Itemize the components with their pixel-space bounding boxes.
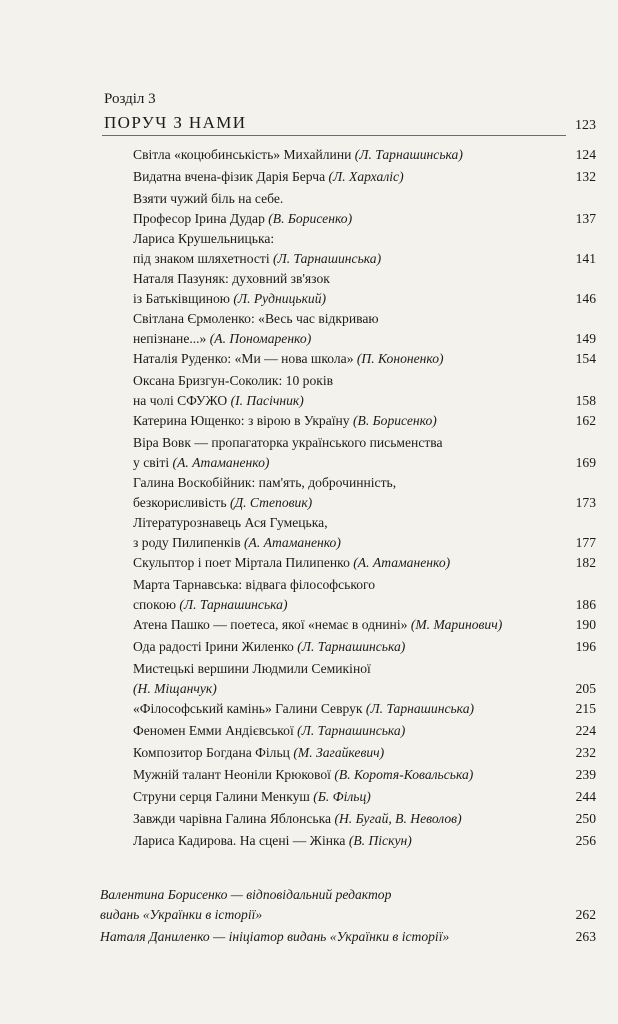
- toc-footer-title: [100, 927, 540, 947]
- toc-entry-line: [133, 229, 553, 249]
- toc-page-number: 173: [575, 494, 596, 510]
- toc-entry-title: [133, 575, 553, 614]
- entry-title-text: з роду Пилипенків: [133, 534, 245, 550]
- entry-title-text: Наталія Руденко: «Ми — нова школа»: [133, 351, 357, 366]
- entry-title-text: у світі: [133, 454, 173, 470]
- toc-entry-title: [133, 371, 553, 410]
- toc-entry-line: [133, 433, 553, 453]
- toc-entry-line: [133, 391, 553, 411]
- toc-entry-title: [133, 145, 553, 165]
- toc-entry-line: [133, 329, 553, 349]
- entry-author: (Л. Хархаліс): [328, 169, 404, 184]
- entry-title-text: із Батьківщиною: [133, 290, 234, 306]
- toc-entry-line: [133, 575, 553, 595]
- toc-entry-line: [133, 289, 553, 309]
- toc-page-number: 190: [575, 617, 596, 632]
- toc-entry-line: [133, 371, 553, 391]
- toc-page-number: 146: [575, 290, 596, 306]
- entry-title-text: Взяти чужий біль на себе.: [133, 191, 284, 206]
- toc-page-number: 244: [575, 789, 596, 804]
- toc-entry-title: [133, 721, 553, 741]
- entry-author: (Л. Рудницький): [233, 290, 327, 306]
- toc-entry-line: [133, 595, 553, 615]
- toc-entry-line: [133, 473, 553, 493]
- entry-author: (В. Борисенко): [268, 210, 353, 226]
- toc-page-number: 262: [575, 906, 596, 922]
- entry-author: (М. Загайкевич): [293, 745, 385, 760]
- toc-page-number: 196: [575, 639, 596, 654]
- entry-title-text: Композитор Богдана Фільц: [133, 745, 294, 760]
- entry-title-text: Оксана Бризгун-Соколик: 10 років: [133, 373, 334, 388]
- toc-entry-title: [133, 553, 553, 573]
- toc-entry-line: [133, 787, 553, 807]
- entry-author: (Л. Тарнашинська): [297, 723, 406, 738]
- entry-title-text: Ода радості Ірини Жиленко: [133, 639, 298, 654]
- toc-page-number: 263: [575, 929, 596, 944]
- toc-entry-line: [133, 513, 553, 533]
- toc-entry-line: [133, 679, 553, 699]
- toc-entry-title: [133, 513, 553, 552]
- toc-entry-title: [133, 659, 553, 698]
- toc-entry-title: [133, 765, 553, 785]
- entry-author: (І. Пасічник): [230, 392, 304, 408]
- entry-title-text: Марта Тарнавська: відвага філософського: [133, 577, 376, 592]
- toc-entry-line: [133, 553, 553, 573]
- entry-title-text: Мистецькі вершини Людмили Семикіної: [133, 661, 371, 676]
- toc-page-number: 186: [575, 596, 596, 612]
- entry-title-text: Атена Пашко — поетеса, якої «немає в однині»: [133, 617, 411, 632]
- toc-entry-line: [133, 615, 553, 635]
- entry-title-text: безкорисливість: [133, 494, 230, 510]
- toc-entry-line: [133, 145, 553, 165]
- entry-title-text: Скульптор і поет Міртала Пилипенко: [133, 555, 354, 570]
- toc-entry-line: [133, 493, 553, 513]
- section-page-number: 123: [575, 118, 596, 133]
- entry-author: (П. Кононенко): [356, 351, 444, 366]
- toc-entry-line: [133, 809, 553, 829]
- toc-page-number: 239: [575, 767, 596, 782]
- entry-title-text: Літературознавець Ася Гумецька,: [133, 515, 328, 530]
- entry-author: (Л. Тарнашинська): [273, 250, 382, 266]
- entry-title-text: Мужній талант Неоніли Крюкової: [133, 767, 335, 782]
- toc-entry-title: [133, 229, 553, 268]
- toc-entry-title: [133, 309, 553, 348]
- toc-page-number: 154: [575, 351, 596, 366]
- entry-title-text: «Філософський камінь» Галини Севрук: [133, 701, 366, 716]
- entry-author: (М. Маринович): [410, 617, 503, 632]
- toc-entry-title: [133, 831, 553, 851]
- toc-entry-title: [133, 411, 553, 431]
- entry-title-text: під знаком шляхетності: [133, 250, 273, 266]
- entry-title-text: Завжди чарівна Галина Яблонська: [133, 811, 335, 826]
- entry-author: (В. Борисенко): [353, 413, 437, 428]
- toc-entry-line: [133, 249, 553, 269]
- toc-entry-title: [133, 787, 553, 807]
- entry-author: (А. Атаманенко): [353, 555, 451, 570]
- entry-title-text: на чолі СФУЖО: [133, 392, 231, 408]
- entry-title-text: Лариса Крушельницька:: [133, 231, 275, 246]
- entry-title-text: Віра Вовк — пропагаторка українського письменства: [133, 435, 443, 450]
- toc-entry-line: [133, 831, 553, 851]
- entry-title-text: Галина Воскобійник: пам'ять, доброчинність,: [133, 475, 397, 490]
- entry-author: (Л. Тарнашинська): [297, 639, 406, 654]
- entry-author: (Н. Бугай, В. Неволов): [334, 811, 462, 826]
- toc-entry-line: [133, 765, 553, 785]
- toc-page-number: 205: [575, 680, 596, 696]
- toc-page-number: 169: [575, 454, 596, 470]
- entry-title-text: непізнане...»: [133, 330, 210, 346]
- toc-entry-line: [133, 349, 553, 369]
- toc-footer-title: [100, 885, 540, 924]
- toc-page-number: 182: [575, 555, 596, 570]
- toc-page-number: 215: [575, 701, 596, 716]
- section-title: ПОРУЧ З НАМИ: [104, 113, 247, 132]
- toc-footer-line: Валентина Борисенко — відповідальний редактор: [100, 887, 392, 902]
- entry-title-text: Лариса Кадирова. На сцені — Жінка: [133, 833, 349, 848]
- toc-entry-line: [133, 533, 553, 553]
- toc-entry-line: [133, 743, 553, 763]
- entry-title-text: Феномен Емми Андієвської: [133, 723, 298, 738]
- toc-entry-title: [133, 349, 553, 369]
- entry-author: (А. Атаманенко): [244, 534, 341, 550]
- toc-page-number: 177: [575, 534, 596, 550]
- toc-page-number: 256: [575, 833, 596, 848]
- entry-author: (В. Піскун): [348, 833, 412, 848]
- toc-entry-title: [133, 809, 553, 829]
- toc-entry-title: [133, 615, 553, 635]
- toc-entry-title: [133, 167, 553, 187]
- toc-entry-line: [133, 411, 553, 431]
- toc-page-number: 149: [575, 330, 596, 346]
- entry-author: (А. Атаманенко): [172, 454, 270, 470]
- toc-entry-line: [133, 699, 553, 719]
- toc-page-number: 141: [575, 250, 596, 266]
- toc-page-number: 232: [575, 745, 596, 760]
- entry-author: (Н. Міщанчук): [133, 680, 217, 696]
- entry-title-text: спокою: [133, 596, 180, 612]
- toc-page-number: 224: [575, 723, 596, 738]
- toc-entry-title: [133, 743, 553, 763]
- toc-entry-line: [133, 167, 553, 187]
- toc-footer-line: видань «Українки в історії»: [100, 906, 263, 922]
- toc-entry-line: [133, 209, 553, 229]
- toc-entry-title: [133, 189, 553, 228]
- entry-author: (Д. Степовик): [229, 494, 313, 510]
- entry-title-text: Світла «коцюбинськість» Михайлини: [133, 147, 355, 162]
- entry-author: (А. Пономаренко): [209, 330, 312, 346]
- entry-title-text: Наталя Пазуняк: духовний зв'язок: [133, 271, 330, 286]
- toc-entry-line: [133, 189, 553, 209]
- toc-entry-title: [133, 699, 553, 719]
- entry-title-text: Професор Ірина Дудар: [133, 210, 269, 226]
- toc-entry-line: [133, 637, 553, 657]
- section-label: Розділ 3: [104, 91, 156, 107]
- toc-entry-title: [133, 433, 553, 472]
- toc-page-number: 124: [575, 147, 596, 162]
- toc-entry-line: [133, 659, 553, 679]
- entry-author: (Л. Тарнашинська): [179, 596, 288, 612]
- toc-page-number: 158: [575, 392, 596, 408]
- entry-author: (В. Коротя-Ковальська): [334, 767, 474, 782]
- entry-author: (Л. Тарнашинська): [354, 147, 463, 162]
- entry-title-text: Світлана Єрмоленко: «Весь час відкриваю: [133, 311, 379, 326]
- toc-page-number: 250: [575, 811, 596, 826]
- toc-entry-line: [133, 453, 553, 473]
- toc-entry-line: [133, 309, 553, 329]
- entry-title-text: Струни серця Галини Менкуш: [133, 789, 314, 804]
- entry-author: (Б. Фільц): [313, 789, 371, 804]
- toc-page-number: 162: [575, 413, 596, 428]
- toc-footer-line: Наталя Даниленко — ініціатор видань «Українки в історії»: [100, 929, 450, 944]
- entry-title-text: Катерина Ющенко: з вірою в Україну: [133, 413, 353, 428]
- toc-page-number: 132: [575, 169, 596, 184]
- toc-entry-title: [133, 637, 553, 657]
- entry-title-text: Видатна вчена-фізик Дарія Берча: [133, 169, 329, 184]
- toc-entry-title: [133, 473, 553, 512]
- entry-author: (Л. Тарнашинська): [365, 701, 475, 716]
- toc-entry-line: [133, 721, 553, 741]
- toc-entry-line: [133, 269, 553, 289]
- toc-page-number: 137: [575, 210, 596, 226]
- toc-entry-title: [133, 269, 553, 308]
